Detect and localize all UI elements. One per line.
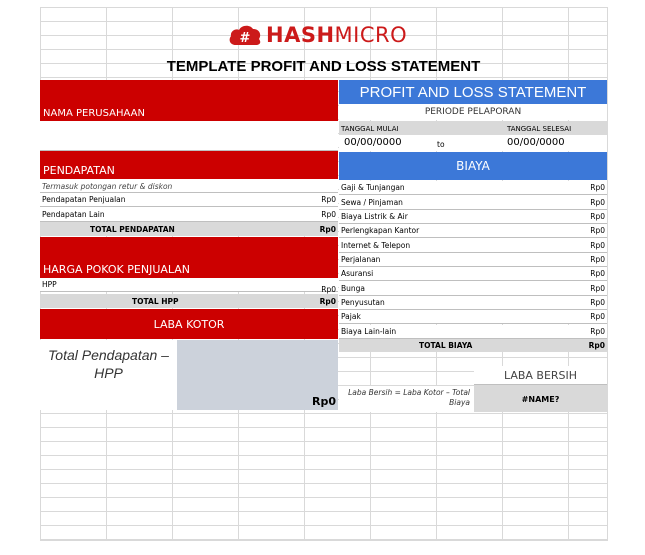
gross-profit-header: LABA KOTOR [40, 309, 338, 339]
expense-label: Biaya Lain-lain [341, 326, 397, 336]
expense-row[interactable] [339, 238, 607, 252]
gross-profit-value: Rp0 [177, 340, 338, 410]
expense-label: Internet & Telepon [341, 240, 411, 250]
logo-text-light: MICRO [334, 23, 408, 47]
net-profit-formula: Laba Bersih = Laba Kotor – Total Biaya [339, 386, 474, 412]
expense-label: Perlengkapan Kantor [341, 226, 420, 236]
expense-value: Rp0 [590, 226, 605, 236]
expense-value: Rp0 [590, 283, 605, 293]
cogs-row[interactable]: HPP Rp0 [42, 280, 336, 294]
expense-label: Asuransi [341, 269, 374, 279]
expense-label: Bunga [341, 283, 366, 293]
expense-label: Penyusutan [341, 297, 385, 307]
expense-value: Rp0 [590, 197, 605, 207]
expense-value: Rp0 [590, 254, 605, 264]
logo [228, 22, 407, 48]
expense-value: Rp0 [590, 326, 605, 336]
logo-text-bold: HASH [266, 23, 335, 47]
expense-row[interactable] [339, 253, 607, 267]
end-date-input[interactable]: 00/00/0000 [507, 137, 565, 148]
total-cogs-row: TOTAL HPP Rp0 [40, 294, 338, 308]
expense-value: Rp0 [590, 269, 605, 279]
income-note: Termasuk potongan retur & diskon [40, 179, 338, 193]
net-profit-value: #NAME? [474, 386, 607, 412]
to-label: to [437, 140, 445, 149]
income-row[interactable]: Pendapatan Lain Rp0 [40, 207, 338, 222]
expense-row[interactable] [339, 310, 607, 324]
expense-row[interactable] [339, 281, 607, 295]
income-row[interactable]: Pendapatan Penjualan Rp0 [40, 193, 338, 207]
expense-value: Rp0 [590, 297, 605, 307]
cloud-hash-icon [228, 23, 262, 47]
date-labels: TANGGAL MULAI TANGGAL SELESAI [339, 121, 607, 135]
expense-value: Rp0 [590, 211, 605, 221]
company-name-input[interactable] [40, 121, 338, 151]
expense-value: Rp0 [590, 183, 605, 193]
expense-label: Gaji & Tunjangan [341, 183, 405, 193]
income-header: PENDAPATAN [40, 151, 338, 179]
period-label: PERIODE PELAPORAN [339, 104, 607, 120]
expense-row[interactable] [339, 224, 607, 238]
expense-value: Rp0 [590, 240, 605, 250]
expense-row[interactable] [339, 210, 607, 224]
cogs-header: HARGA POKOK PENJUALAN [40, 237, 338, 278]
company-label: NAMA PERUSAHAAN [40, 80, 338, 121]
total-expense-row: TOTAL BIAYA Rp0 [339, 339, 607, 352]
expense-label: Perjalanan [341, 254, 381, 264]
expense-label: Biaya Listrik & Air [341, 211, 408, 221]
statement-title: PROFIT AND LOSS STATEMENT [339, 80, 607, 104]
expense-row[interactable] [339, 195, 607, 209]
expense-row[interactable] [339, 296, 607, 310]
expense-value: Rp0 [590, 312, 605, 322]
start-date-input[interactable]: 00/00/0000 [344, 137, 402, 148]
net-profit-label: LABA BERSIH [474, 366, 607, 385]
gross-profit-formula: Total Pendapatan – HPP [40, 340, 177, 410]
svg-text:#: # [239, 31, 251, 46]
expense-row[interactable] [339, 267, 607, 281]
expense-row[interactable] [339, 325, 607, 339]
total-income-row: TOTAL PENDAPATAN Rp0 [40, 222, 338, 236]
expense-row[interactable] [339, 181, 607, 195]
date-values [339, 135, 607, 151]
expense-label: Sewa / Pinjaman [341, 197, 403, 207]
page-title: TEMPLATE PROFIT AND LOSS STATEMENT [166, 58, 481, 75]
expense-label: Pajak [341, 312, 361, 322]
expense-header: BIAYA [339, 152, 607, 180]
